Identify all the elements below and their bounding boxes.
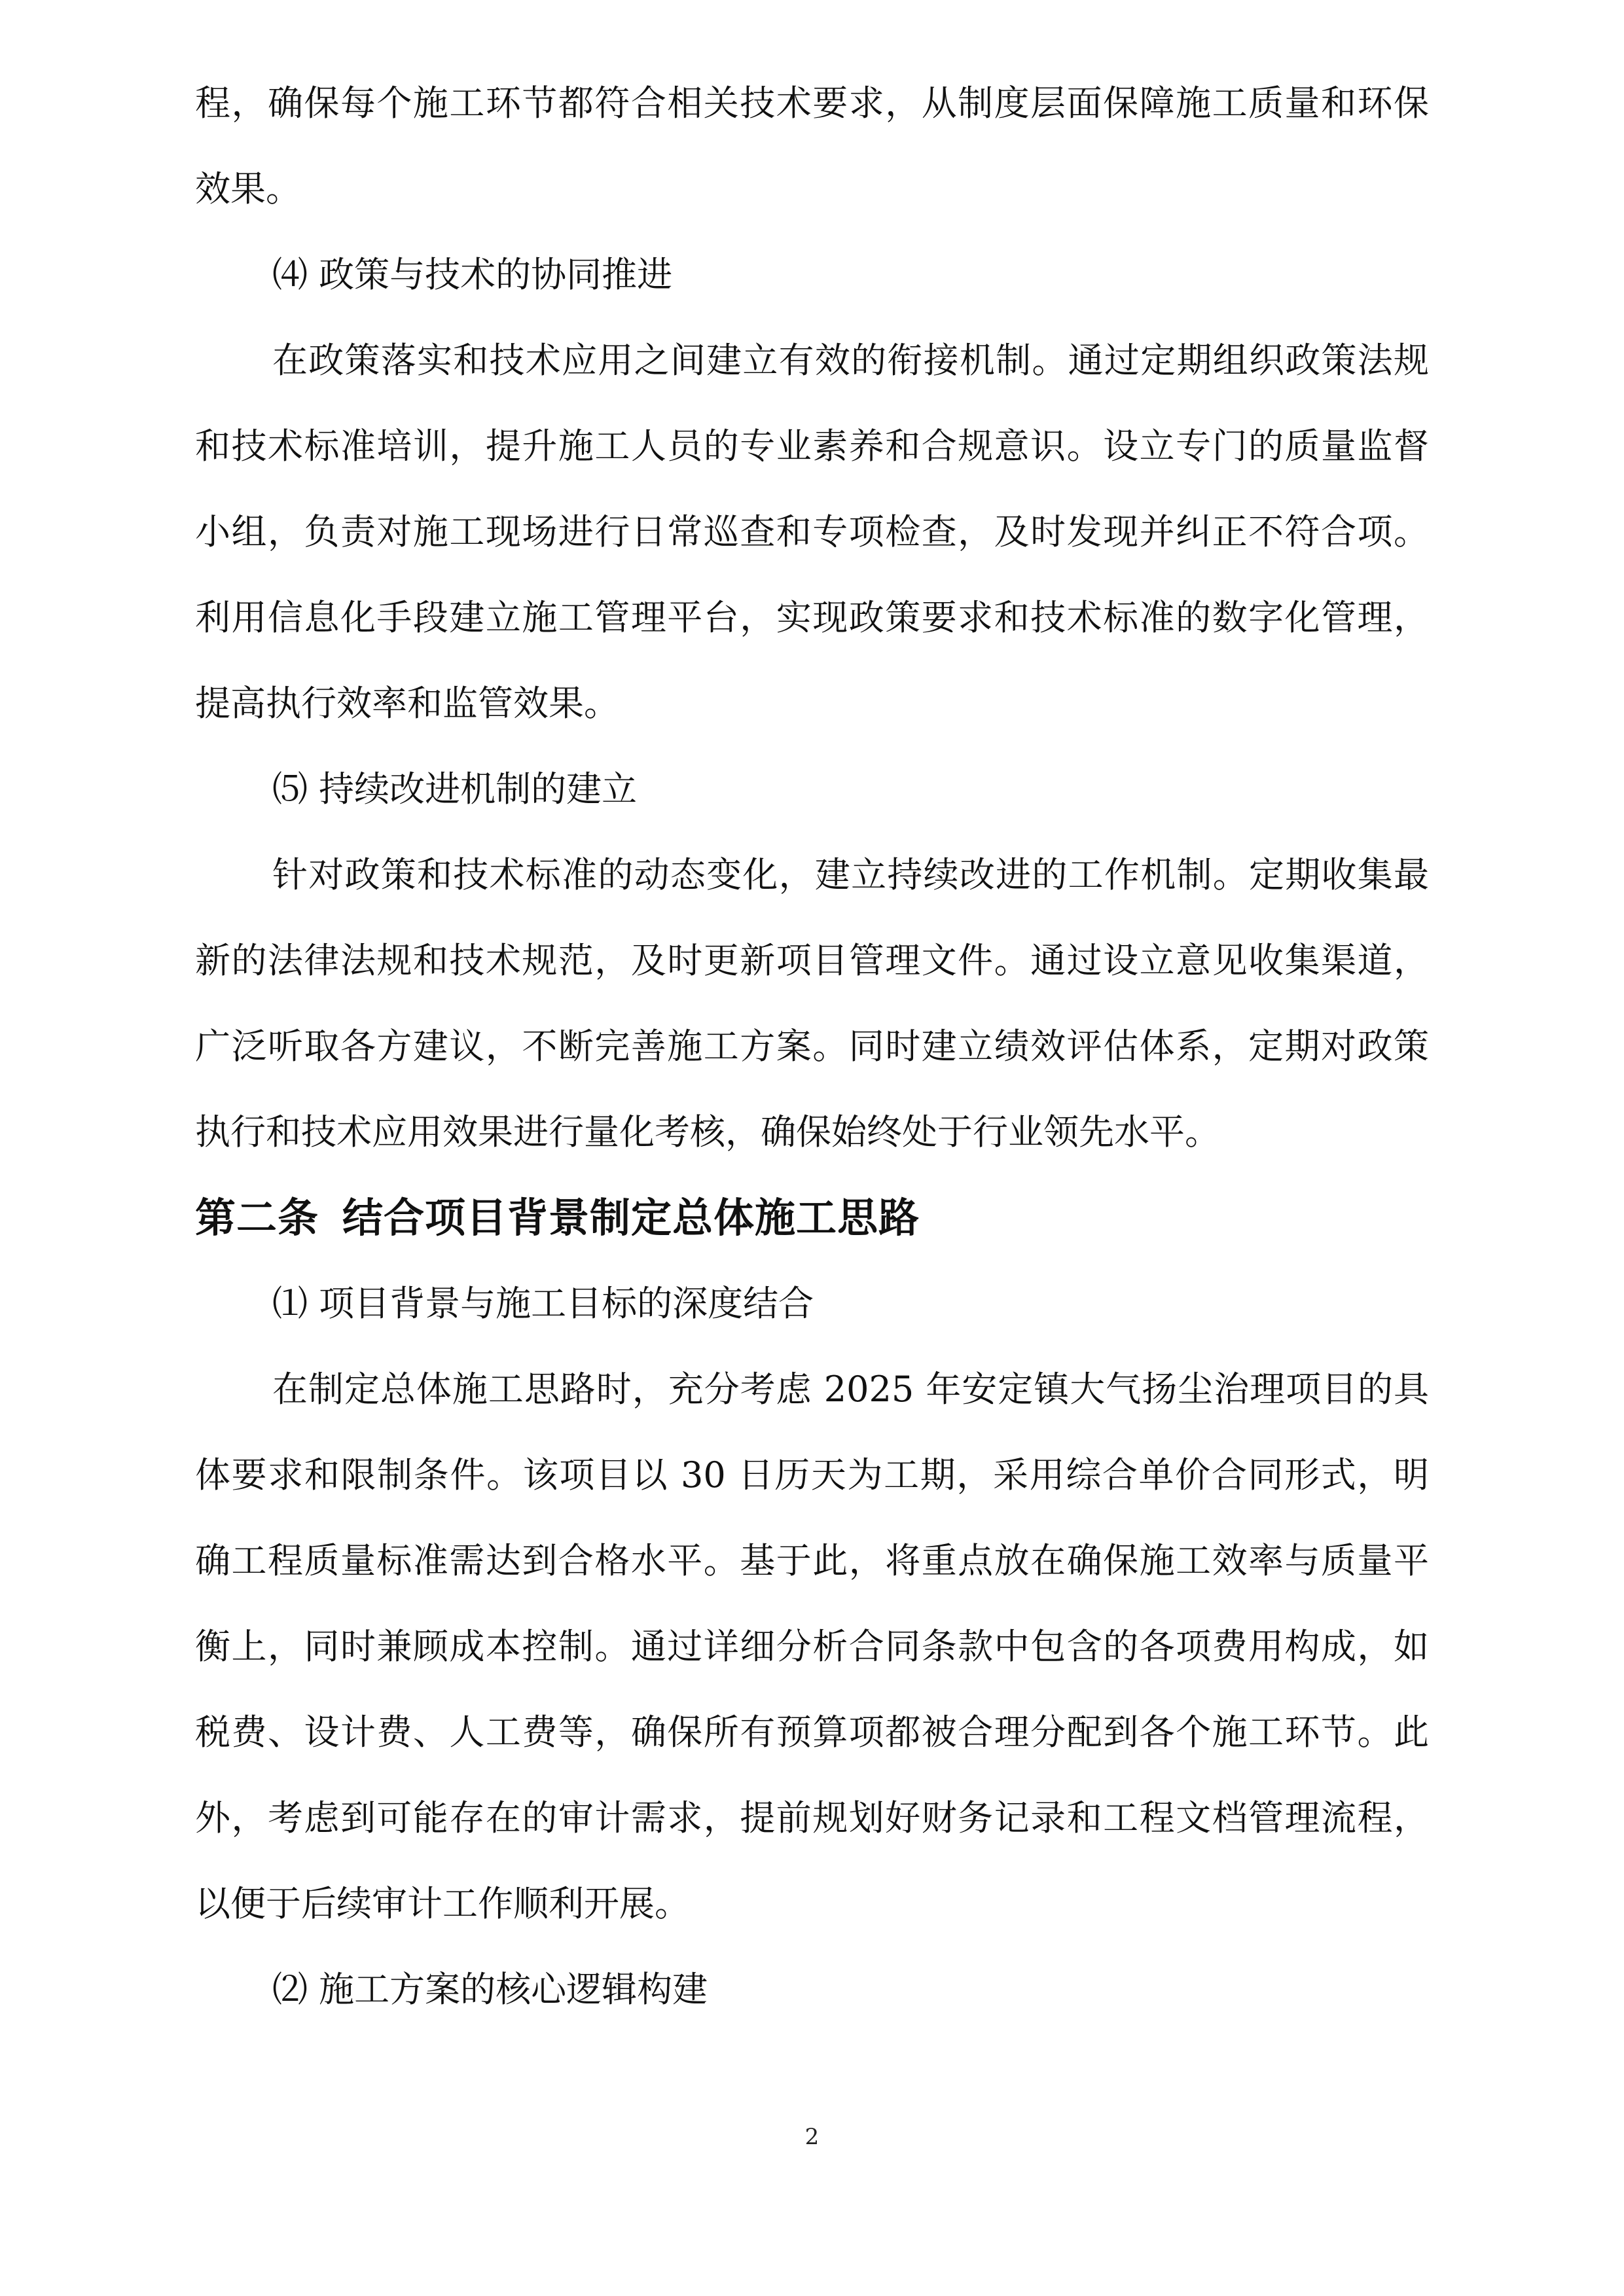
paragraph-project-background: 在制定总体施工思路时，充分考虑 2025 年安定镇大气扬尘治理项目的具体要求和限制条件。该项目以 30 日历天为工期，采用综合单价合同形式，明确工程质量标准需达到合格水平。基于此，将重点放在确保施工效率与质量平衡上，同时兼顾成本控制。通过详细分析合同条款中包含的各项费用构成，如税费、设计费、人工费等，确保所有预算项都被合理分配到各个施工环节。此外，考虑到可能存在的审计需求，提前规划好财务记录和工程文档管理流程，以便于后续审计工作顺利开展。 — [195, 1369, 1429, 1924]
article-title: 结合项目背景制定总体施工思路 — [342, 1194, 920, 1242]
document-body — [195, 60, 1429, 2032]
subheading-project-background: ⑴ 项目背景与施工目标的深度结合 — [272, 1283, 814, 1324]
paragraph-continuation: 程，确保每个施工环节都符合相关技术要求，从制度层面保障施工质量和环保效果。 — [195, 82, 1429, 209]
subheading-core-logic: ⑵ 施工方案的核心逻辑构建 — [272, 1969, 708, 2010]
subheading-continuous-improvement: ⑸ 持续改进机制的建立 — [272, 768, 638, 810]
subheading-policy-tech-coordination: ⑷ 政策与技术的协同推进 — [272, 254, 673, 295]
paragraph-continuous-improvement: 针对政策和技术标准的动态变化，建立持续改进的工作机制。定期收集最新的法律法规和技术规范，及时更新项目管理文件。通过设立意见收集渠道，广泛听取各方建议，不断完善施工方案。同时建立绩效评估体系，定期对政策执行和技术应用效果进行量化考核，确保始终处于行业领先水平。 — [195, 854, 1429, 1153]
article-number: 第二条 — [195, 1194, 319, 1242]
page-number: 2 — [804, 2124, 820, 2150]
paragraph-policy-tech-coordination: 在政策落实和技术应用之间建立有效的衔接机制。通过定期组织政策法规和技术标准培训，提升施工人员的专业素养和合规意识。设立专门的质量监督小组，负责对施工现场进行日常巡查和专项检查，及时发现并纠正不符合项。利用信息化手段建立施工管理平台，实现政策要求和技术标准的数字化管理，提高执行效率和监管效果。 — [195, 340, 1429, 724]
article-heading — [195, 1175, 1429, 1261]
